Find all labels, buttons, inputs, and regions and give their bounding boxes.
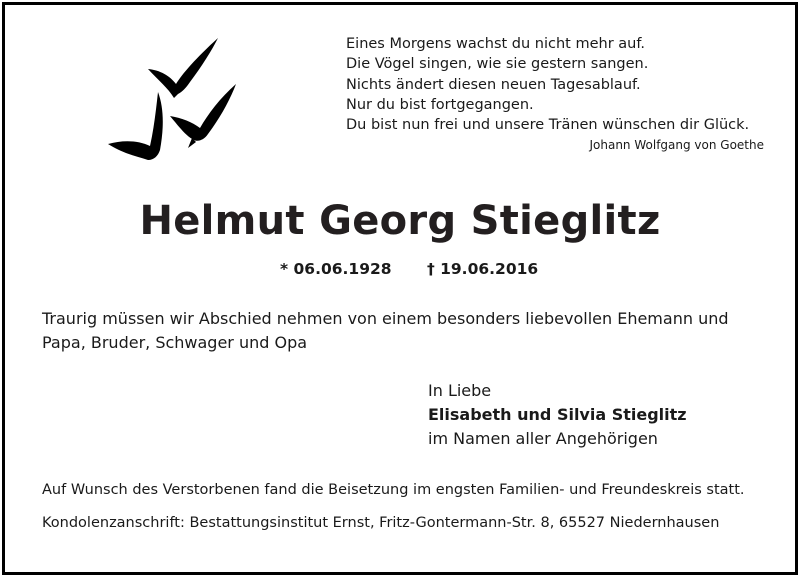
poem-line: Du bist nun frei und unsere Tränen wünschen dir Glück.: [346, 117, 750, 134]
flying-birds-icon: [104, 36, 242, 174]
poem-line: Eines Morgens wachst du nicht mehr auf.: [346, 36, 646, 52]
burial-notice: Auf Wunsch des Verstorbenen fand die Beisetzung im engsten Familien- und Freundeskreis statt.: [42, 482, 745, 498]
birth-date: * 06.06.1928: [280, 260, 392, 278]
bird-icon: [108, 92, 163, 160]
poem-line: Nur du bist fortgegangen.: [346, 96, 534, 113]
message-line: Papa, Bruder, Schwager und Opa: [42, 333, 308, 352]
condolence-address: Kondolenzanschrift: Bestattungsinstitut Ernst, Fritz-Gontermann-Str. 8, 65527 Niedernhausen: [42, 515, 720, 531]
deceased-name: Helmut Georg Stieglitz: [139, 198, 661, 244]
farewell-message: [42, 307, 762, 355]
life-dates: [280, 260, 538, 278]
bird-icon: [148, 38, 218, 98]
death-date: † 19.06.2016: [426, 260, 539, 278]
bird-icon: [170, 84, 236, 148]
poem: [346, 34, 749, 135]
poem-line: Die Vögel singen, wie sie gestern sangen.: [346, 56, 649, 73]
poem-line: Nichts ändert diesen neuen Tagesablauf.: [346, 76, 641, 93]
signature-closing: im Namen aller Angehörigen: [428, 429, 658, 448]
signature-block: [428, 379, 687, 451]
poem-author: Johann Wolfgang von Goethe: [589, 138, 764, 152]
message-line: Traurig müssen wir Abschied nehmen von einem besonders liebevollen Ehemann und: [42, 309, 729, 328]
signature-intro: In Liebe: [428, 381, 492, 400]
signature-names: Elisabeth und Silvia Stieglitz: [428, 405, 687, 424]
